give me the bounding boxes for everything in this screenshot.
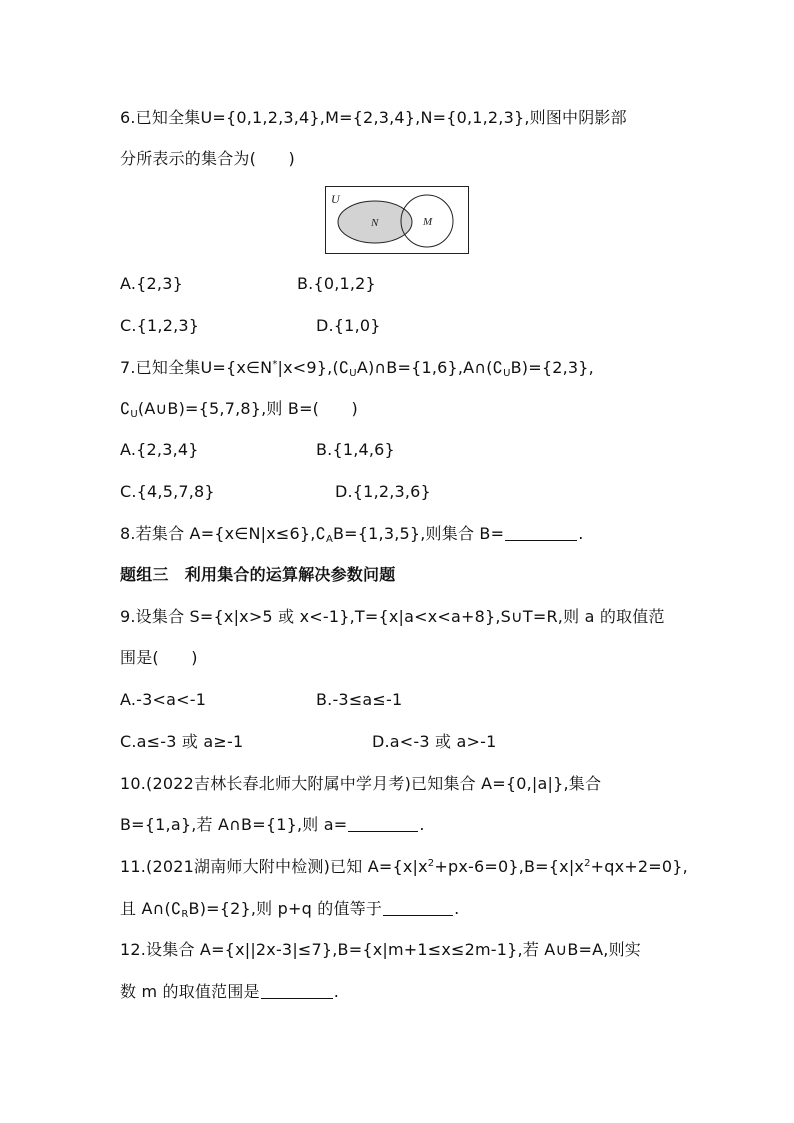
q9-line-1: 9.设集合 S={x|x>5 或 x<-1},T={x|a<x<a+8},S∪T=R,则 a 的取值范 [120, 607, 665, 626]
q9-option-b: B.-3≤a≤-1 [316, 690, 403, 709]
venn-diagram [325, 186, 469, 254]
q6-option-c: C.{1,2,3} [120, 316, 200, 335]
q6-option-b: B.{0,1,2} [297, 274, 376, 293]
q9-option-d: D.a<-3 或 a>-1 [372, 732, 497, 751]
q9-option-c: C.a≤-3 或 a≥-1 [120, 732, 244, 751]
q9-option-a: A.-3<a<-1 [120, 690, 207, 709]
q11-line-2: 且 $A\cap(∁_RB)=\{2\}$,则 p+q 的值等于 . [120, 899, 460, 920]
q6-option-a: A.{2,3} [120, 274, 183, 293]
q9-line-2: 围是( ) [120, 648, 198, 667]
answer-blank [383, 901, 453, 916]
q10-line-2: B={1,a},若 A∩B={1},则 a= . [120, 815, 425, 834]
label-u: U [331, 192, 340, 206]
answer-blank [348, 817, 418, 832]
q8-line: 8.若集合 $A=\{x\in N|x\le 6\},∁_AB=\{1,3,5\}$,则集合 B= . [120, 524, 584, 545]
q10-line-1: 10.(2022吉林长春北师大附属中学月考)已知集合 A={0,|a|},集合 [120, 774, 602, 793]
q6-line-2: 分所表示的集合为( ) [120, 149, 295, 168]
q12-line-2: 数 m 的取值范围是 . [120, 982, 340, 1001]
label-m: M [423, 216, 433, 228]
q6-option-d: D.{1,0} [316, 316, 381, 335]
section-heading: 题组三 利用集合的运算解决参数问题 [120, 565, 396, 584]
q11-line-1: 11.(2021湖南师大附中检测)已知 $A=\{x|x^2+px-6=0\},B=\{x|x^2+qx+2=0\}$, [120, 857, 688, 876]
q7-option-a: A.{2,3,4} [120, 440, 199, 459]
q7-option-d: D.{1,2,3,6} [335, 482, 431, 501]
q7-line-1: 7.已知全集$U=\{x\in N^*|x<9\},(∁_UA)\cap B=\{1,6\},A\cap(∁_UB)=\{2,3\}$, [120, 358, 594, 379]
q12-line-1: 12.设集合 A={x||2x-3|≤7},B={x|m+1≤x≤2m-1},若 A∪B=A,则实 [120, 940, 641, 959]
q7-option-c: C.{4,5,7,8} [120, 482, 215, 501]
answer-blank [505, 526, 577, 541]
q7-option-b: B.{1,4,6} [316, 440, 395, 459]
label-n: N [371, 217, 379, 229]
answer-blank [261, 984, 333, 999]
q7-line-2: $∁_U(A\cup B)=\{5,7,8\}$,则 B=( ) [120, 399, 358, 420]
q6-line-1: 6.已知全集U={0,1,2,3,4},M={2,3,4},N={0,1,2,3},则图中阴影部 [120, 108, 627, 127]
